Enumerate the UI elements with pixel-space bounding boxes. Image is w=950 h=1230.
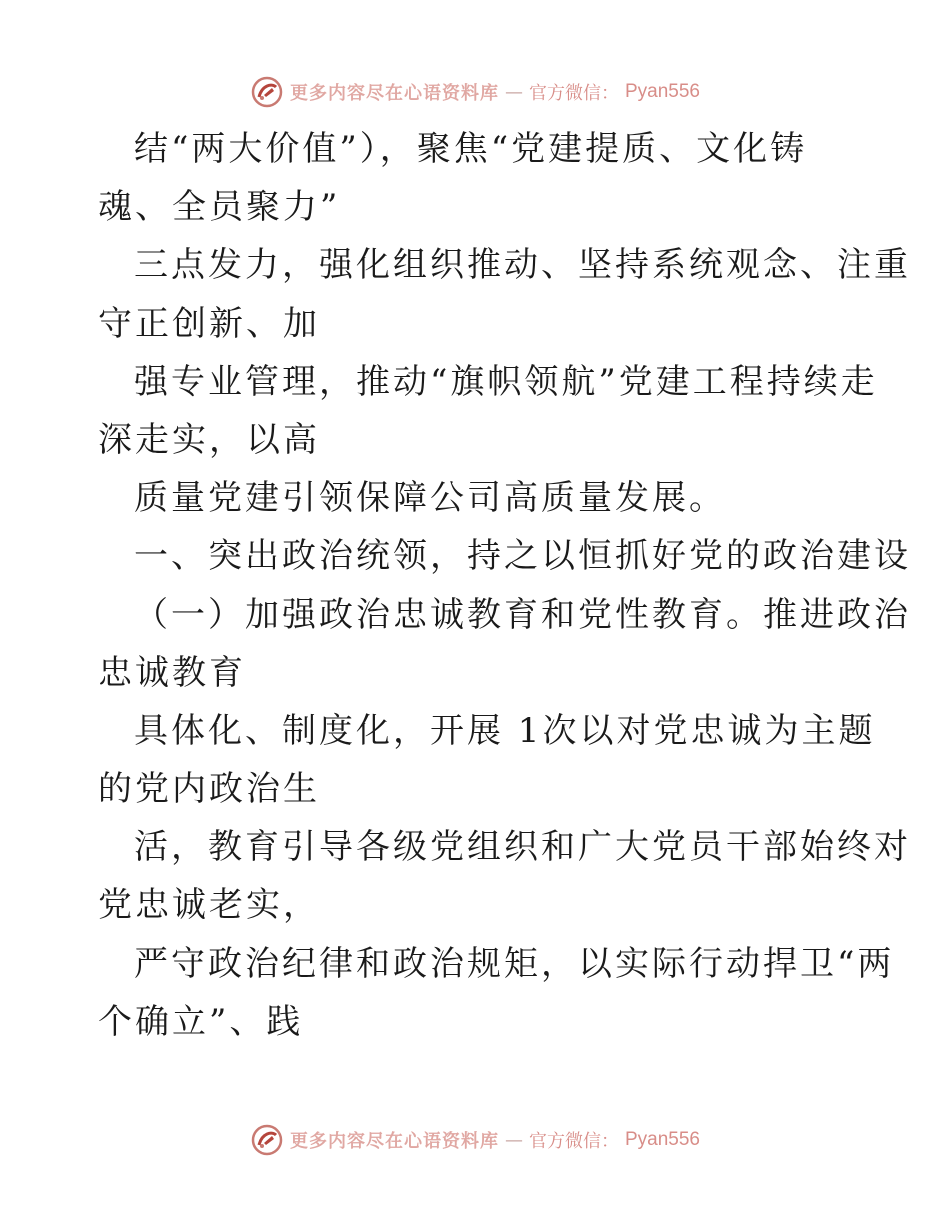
watermark-separator: — — [504, 1129, 523, 1151]
section-heading: 一、突出政治统领，持之以恒抓好党的政治建设 — [134, 536, 911, 577]
watermark-wechat-label: 官方微信： — [528, 83, 619, 104]
text-line: 质量党建引领保障公司高质量发展。 — [134, 478, 726, 519]
header-watermark — [0, 72, 950, 112]
footer-watermark — [0, 1120, 950, 1160]
text-line: 的党内政治生 — [98, 769, 320, 810]
brand-logo-icon — [250, 75, 284, 109]
text-line: 个确立”、践 — [98, 1001, 304, 1042]
watermark-wechat-id: Pyan556 — [624, 81, 700, 102]
watermark-wechat-label: 官方微信： — [528, 1131, 619, 1152]
watermark-wechat-id: Pyan556 — [624, 1129, 700, 1150]
subsection-heading: （一）加强政治忠诚教育和党性教育。推进政治 — [134, 594, 911, 635]
watermark-brand: 更多内容尽在心语资料库 — [289, 1131, 499, 1152]
text-line: 深走实，以高 — [98, 419, 320, 460]
text-line: 具体化、制度化，开展 1次以对党忠诚为主题 — [134, 710, 876, 751]
text-line: 党忠诚老实， — [98, 885, 320, 926]
watermark-brand: 更多内容尽在心语资料库 — [289, 83, 499, 104]
text-line: 守正创新、加 — [98, 303, 320, 344]
brand-logo-icon — [250, 1123, 284, 1157]
text-line: 忠诚教育 — [98, 652, 246, 693]
text-line: 强专业管理，推动“旗帜领航”党建工程持续走 — [134, 361, 878, 402]
text-line: 结“两大价值”），聚焦“党建提质、文化铸 — [134, 129, 808, 169]
watermark-separator: — — [504, 81, 523, 103]
document-body — [98, 120, 911, 1051]
text-line: 魂、全员聚力” — [98, 187, 341, 228]
text-line: 三点发力，强化组织推动、坚持系统观念、注重 — [134, 245, 911, 286]
text-line: 严守政治纪律和政治规矩，以实际行动捍卫“两 — [134, 943, 895, 984]
text-line: 活，教育引导各级党组织和广大党员干部始终对 — [134, 827, 911, 868]
